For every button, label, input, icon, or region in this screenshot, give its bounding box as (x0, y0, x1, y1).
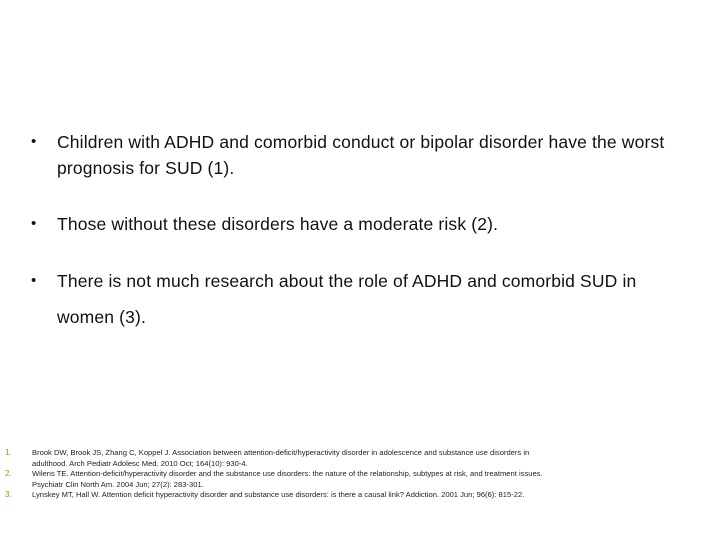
bullet-icon: • (31, 133, 37, 150)
reference-text: Wilens TE. Attention-deficit/hyperactivity disorder and the substance use disorders: the nature of the relationship, subtypes at risk, and treatment issues. Psychiatr Clin North Am. 2004 Jun; 27(2): 283-301. (32, 469, 543, 489)
reference-number: 2. (5, 469, 12, 478)
bullet-text: There is not much research about the role of ADHD and comorbid SUD in women (3). (57, 271, 637, 327)
bullet-item (31, 129, 697, 181)
bullet-text: Those without these disorders have a moderate risk (2). (57, 214, 499, 234)
reference-list (0, 448, 720, 501)
bullet-text: Children with ADHD and comorbid conduct or bipolar disorder have the worst prognosis for SUD (1). (57, 132, 665, 178)
reference-item (0, 448, 562, 469)
bullet-item (31, 211, 697, 237)
reference-number: 3. (5, 490, 12, 499)
reference-text: Brook DW, Brook JS, Zhang C, Koppel J. Association between attention-deficit/hyperactivity disorder in adolescence and substance use disorders in adulthood. Arch Pediatr Adolesc Med. 2010 Oct; 164(10): 930-4. (32, 448, 530, 468)
reference-item (0, 469, 562, 490)
reference-number: 1. (5, 448, 12, 457)
reference-item (0, 490, 562, 501)
bullet-icon: • (31, 272, 37, 289)
reference-text: Lynskey MT, Hall W. Attention deficit hyperactivity disorder and substance use disorders: is there a causal link? Addiction. 2001 Jun; 96(6): 815-22. (32, 490, 525, 499)
bullet-icon: • (31, 215, 37, 232)
bullet-item (31, 268, 697, 335)
